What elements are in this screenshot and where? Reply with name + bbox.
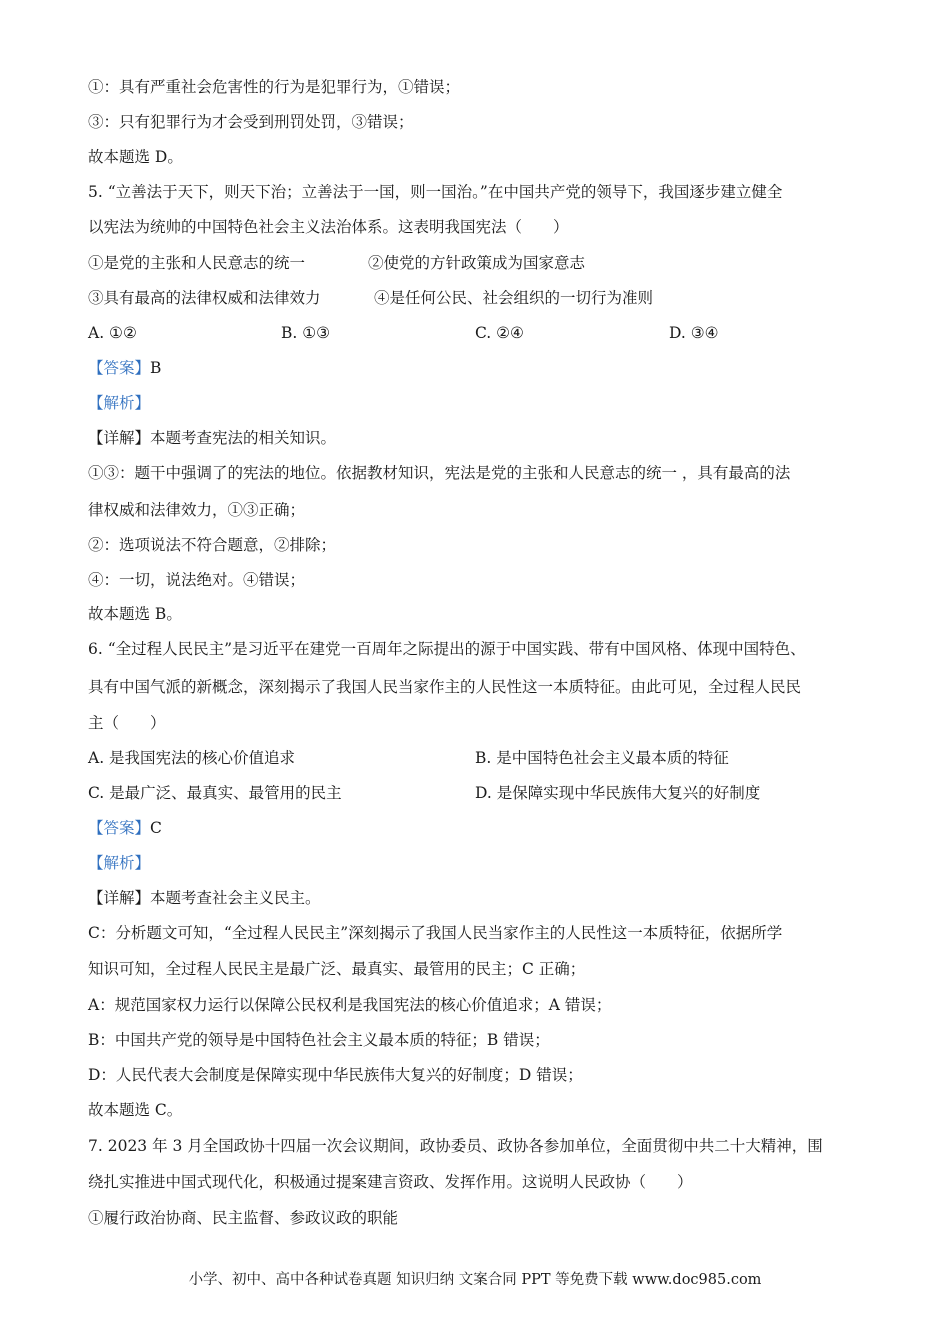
- q5-explanation-line: ④：一切，说法绝对。④错误；: [88, 571, 306, 589]
- q6-explanation-line: B：中国共产党的领导是中国特色社会主义最本质的特征；B 错误；: [88, 1031, 550, 1049]
- q7-statement-1: ①履行政治协商、民主监督、参政议政的职能: [88, 1209, 399, 1227]
- detail-text: 本题考查宪法的相关知识。: [150, 429, 337, 447]
- answer-tag: 【答案】: [88, 359, 151, 377]
- conclusion-line: 故本题选 D。: [88, 148, 183, 166]
- answer-value: C: [150, 819, 162, 837]
- q6-option-d: D. 是保障实现中华民族伟大复兴的好制度: [475, 784, 761, 802]
- q6-explanation-line: D：人民代表大会制度是保障实现中华民族伟大复兴的好制度；D 错误；: [88, 1066, 583, 1084]
- q6-option-c: C. 是最广泛、最真实、最管用的民主: [88, 784, 342, 802]
- q5-detail: [88, 428, 336, 448]
- q6-explanation-line: 知识可知，全过程人民民主是最广泛、最真实、最管用的民主；C 正确；: [88, 960, 586, 978]
- q6-explanation-line: C：分析题文可知，“全过程人民民主”深刻揭示了我国人民当家作主的人民性这一本质特征，依据所学: [88, 924, 783, 942]
- q5-statement-2: ②使党的方针政策成为国家意志: [368, 254, 586, 272]
- answer-tag: 【答案】: [88, 819, 151, 837]
- q6-stem-line: 6. “全过程人民民主”是习近平在建党一百周年之际提出的源于中国实践、带有中国风格、体现中国特色、: [88, 640, 806, 658]
- q6-analysis-tag: 【解析】: [88, 854, 151, 872]
- q5-statement-3: ③具有最高的法律权威和法律效力: [88, 289, 321, 307]
- q5-option-d: D. ③④: [669, 324, 719, 342]
- q5-analysis-tag: 【解析】: [88, 394, 151, 412]
- q5-explanation-line: ②：选项说法不符合题意，②排除；: [88, 536, 337, 554]
- explanation-line: ③：只有犯罪行为才会受到刑罚处罚，③错误；: [88, 113, 414, 131]
- detail-text: 本题考查社会主义民主。: [150, 889, 321, 907]
- detail-tag: 【详解】: [88, 429, 151, 447]
- page-footer: 小学、初中、高中各种试卷真题 知识归纳 文案合同 PPT 等免费下载 www.doc985.com: [188, 1272, 762, 1288]
- answer-value: B: [150, 359, 162, 377]
- detail-tag: 【详解】: [88, 889, 151, 907]
- q7-stem-line: 7. 2023 年 3 月全国政协十四届一次会议期间，政协委员、政协各参加单位，全面贯彻中共二十大精神，围: [88, 1137, 823, 1155]
- explanation-line: ①：具有严重社会危害性的行为是犯罪行为，①错误；: [88, 78, 461, 96]
- q5-explanation-line: 律权威和法律效力，①③正确；: [88, 501, 306, 519]
- q5-statement-4: ④是任何公民、社会组织的一切行为准则: [374, 289, 654, 307]
- q7-stem-line: 绕扎实推进中国式现代化，积极通过提案建言资政、发挥作用。这说明人民政协（ ）: [88, 1173, 693, 1191]
- q6-option-b: B. 是中国特色社会主义最本质的特征: [475, 749, 729, 767]
- q6-detail: [88, 888, 321, 908]
- q5-option-b: B. ①③: [281, 324, 331, 342]
- q5-stem-line: 5. “立善法于天下，则天下治；立善法于一国，则一国治。”在中国共产党的领导下，我国逐步建立健全: [88, 183, 783, 201]
- q5-conclusion: 故本题选 B。: [88, 605, 182, 623]
- q5-option-a: A. ①②: [88, 324, 137, 342]
- q5-statement-1: ①是党的主张和人民意志的统一: [88, 254, 306, 272]
- q5-option-c: C. ②④: [475, 324, 524, 342]
- q5-stem-line: 以宪法为统帅的中国特色社会主义法治体系。这表明我国宪法（ ）: [88, 218, 569, 236]
- q6-conclusion: 故本题选 C。: [88, 1101, 183, 1119]
- q6-answer: [88, 818, 162, 838]
- q6-option-a: A. 是我国宪法的核心价值追求: [88, 749, 296, 767]
- q6-stem-line: 具有中国气派的新概念，深刻揭示了我国人民当家作主的人民性这一本质特征。由此可见，全过程人民民: [88, 678, 802, 696]
- q5-answer: [88, 358, 161, 378]
- q5-explanation-line: ①③：题干中强调了的宪法的地位。依据教材知识，宪法是党的主张和人民意志的统一 ，具有最高的法: [88, 464, 791, 482]
- q6-stem-line: 主（ ）: [88, 714, 166, 732]
- q6-explanation-line: A：规范国家权力运行以保障公民权利是我国宪法的核心价值追求；A 错误；: [88, 996, 612, 1014]
